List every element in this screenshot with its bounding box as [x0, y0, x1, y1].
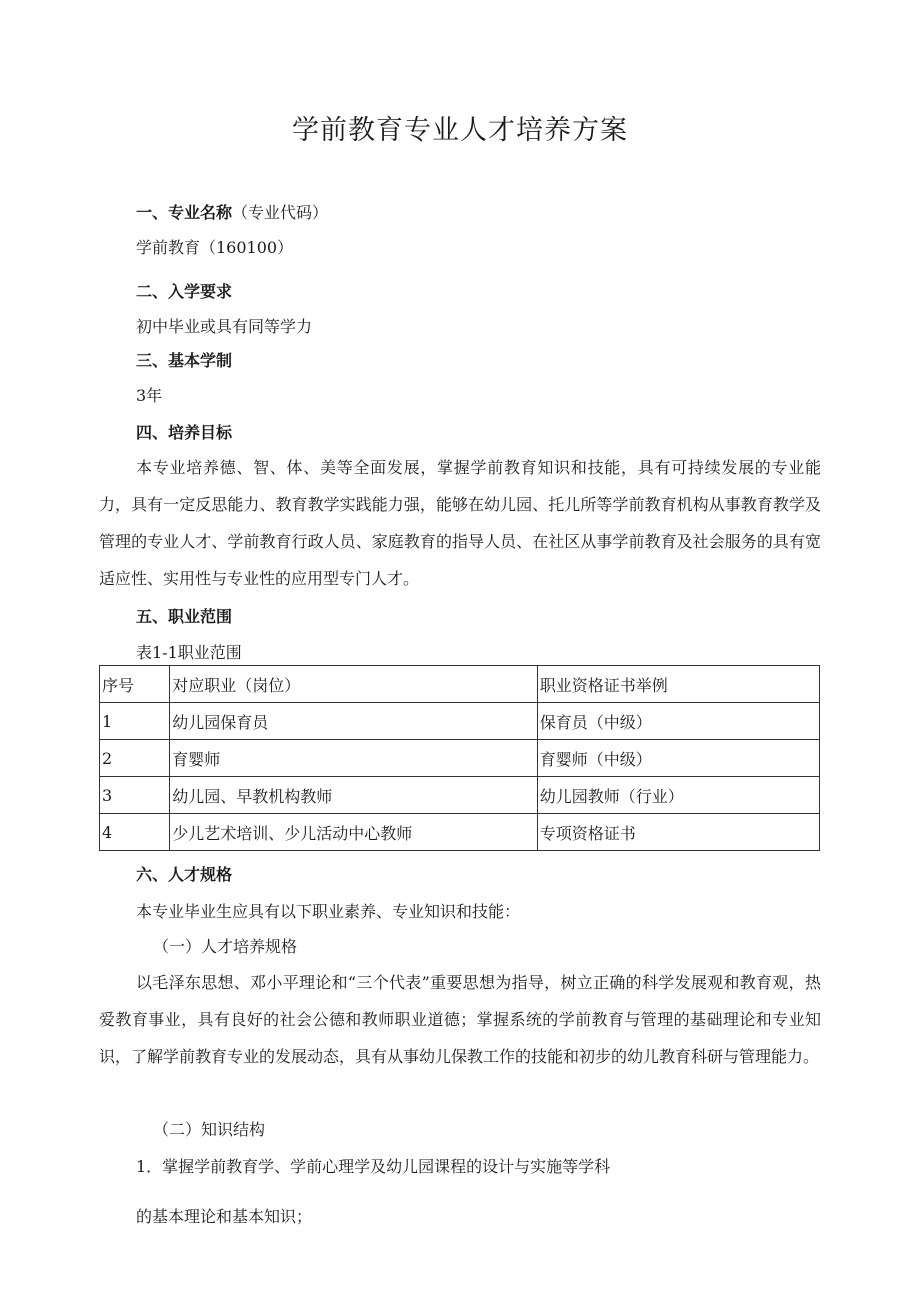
cell-occupation: 幼儿园保育员	[170, 703, 537, 740]
table-row	[100, 777, 820, 814]
section-heading-program-name	[136, 202, 328, 224]
cell-certificate: 幼儿园教师（行业）	[537, 777, 819, 814]
table-row	[100, 814, 820, 851]
section-heading-career-scope: 五、职业范围	[136, 607, 233, 626]
knowledge-item-1-line-1: 1．掌握学前教育学、学前心理学及幼儿园课程的设计与实施等学科	[136, 1157, 611, 1176]
cell-index: 4	[100, 814, 170, 851]
table-caption: 表1-1职业范围	[136, 643, 242, 662]
document-title: 学前教育专业人才培养方案	[292, 115, 628, 146]
cell-occupation: 幼儿园、早教机构教师	[170, 777, 537, 814]
cell-certificate: 育婴师（中级）	[537, 740, 819, 777]
section-heading-talent-spec: 六、人才规格	[136, 865, 233, 884]
talent-spec-paragraph: 以毛泽东思想、邓小平理论和“三个代表”重要思想为指导，树立正确的科学发展观和教育观，热爱教育事业，具有良好的社会公德和教师职业道德；掌握系统的学前教育与管理的基础理论和专业知识，了解学前教育专业的发展动态，具有从事幼儿保教工作的技能和初步的幼儿教育科研与管理能力。	[99, 973, 821, 1066]
talent-spec-intro: 本专业毕业生应具有以下职业素养、专业知识和技能：	[136, 902, 521, 921]
section-heading-duration: 三、基本学制	[136, 351, 233, 370]
cell-certificate: 专项资格证书	[537, 814, 819, 851]
section-heading-objective: 四、培养目标	[136, 423, 233, 442]
admission-requirement-value: 初中毕业或具有同等学力	[136, 317, 313, 336]
table-header-row	[100, 666, 820, 703]
section-heading-admission: 二、入学要求	[136, 282, 233, 301]
objective-paragraph: 本专业培养德、智、体、美等全面发展，掌握学前教育知识和技能，具有可持续发展的专业能力，具有一定反思能力、教育教学实践能力强，能够在幼儿园、托儿所等学前教育机构从事教育教学及管理的专业人才、学前教育行政人员、家庭教育的指导人员、在社区从事学前教育及社会服务的具有宽适应性、实用性与专业性的应用型专门人才。	[99, 458, 821, 588]
section-heading-text: 一、专业名称	[136, 203, 233, 222]
table-row	[100, 740, 820, 777]
cell-occupation: 育婴师	[170, 740, 537, 777]
knowledge-item-1-line-2: 的基本理论和基本知识；	[136, 1207, 313, 1226]
cell-index: 1	[100, 703, 170, 740]
header-cell-index: 序号	[100, 666, 170, 703]
cell-index: 2	[100, 740, 170, 777]
program-name-value: 学前教育（160100）	[136, 238, 294, 257]
header-cell-occupation: 对应职业（岗位）	[170, 666, 537, 703]
subsection-heading-spec: （一）人才培养规格	[153, 937, 298, 956]
cell-certificate: 保育员（中级）	[537, 703, 819, 740]
section-heading-note: （专业代码）	[232, 203, 329, 222]
subsection-heading-knowledge: （二）知识结构	[153, 1120, 266, 1139]
header-cell-certificate: 职业资格证书举例	[537, 666, 819, 703]
table-row	[100, 703, 820, 740]
career-scope-table	[99, 665, 820, 851]
cell-index: 3	[100, 777, 170, 814]
cell-occupation: 少儿艺术培训、少儿活动中心教师	[170, 814, 537, 851]
duration-value: 3年	[136, 386, 163, 405]
